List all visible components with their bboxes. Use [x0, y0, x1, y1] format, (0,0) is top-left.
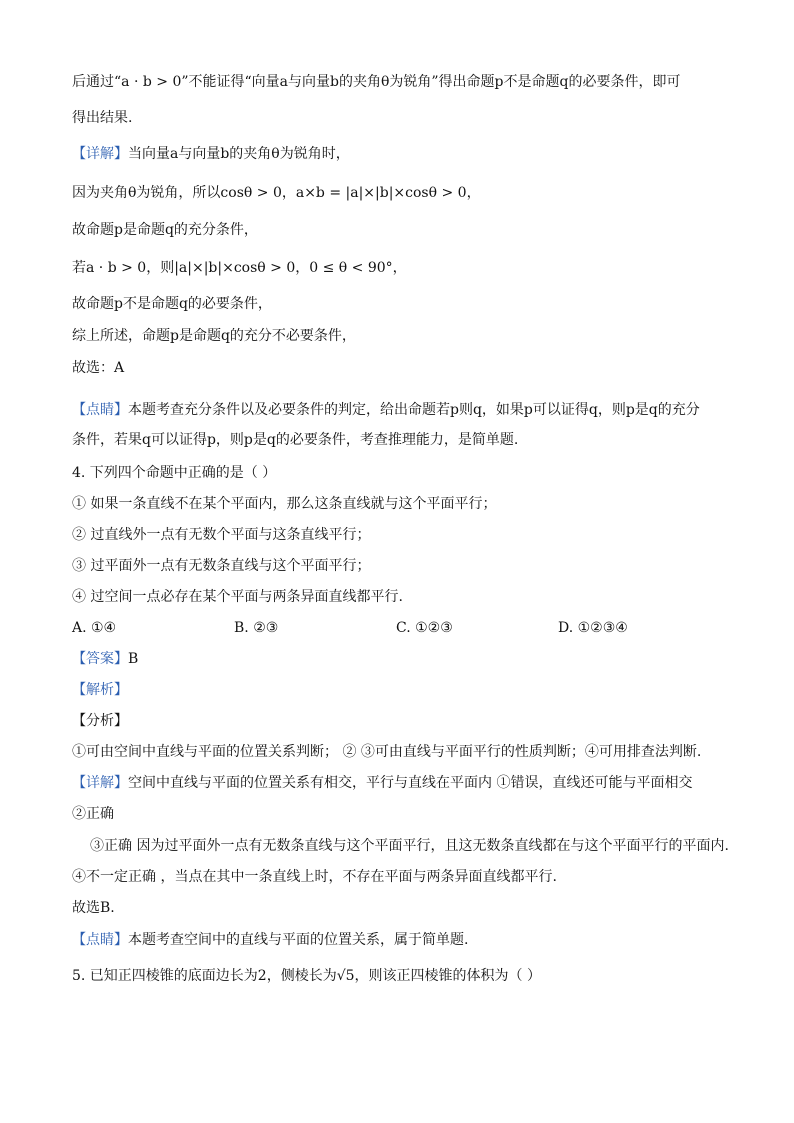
- detail-paragraph: [72, 144, 350, 164]
- text-line: 后通过“a · b > 0”不能证得“向量a与向量b的夹角θ为锐角”得出命题p不是命题q的必要条件，即可: [72, 74, 681, 90]
- text-line: ③正确 因为过平面外一点有无数条直线与这个平面平行，且这无数条直线都在与这个平面平行的平面内.: [90, 838, 729, 854]
- fenxi-heading: [72, 711, 128, 731]
- text-line: 条件，若果q可以证得p，则p是q的必要条件，考查推理能力，是简单题.: [72, 432, 519, 448]
- analysis-heading: [72, 680, 128, 700]
- answer-value: B: [128, 651, 139, 667]
- text-line: 空间中直线与平面的位置关系有相交，平行与直线在平面内 ①错误，直线还可能与平面相交: [128, 775, 693, 791]
- text-line: 故命题p不是命题q的必要条件，: [72, 296, 272, 312]
- option-c: C. ①②③: [396, 620, 453, 636]
- option-d: D. ①②③④: [558, 620, 628, 636]
- comment-tag: 【点睛】: [72, 402, 128, 418]
- text-line: 故选：A: [72, 360, 125, 376]
- comment-tag: 【点睛】: [72, 932, 128, 948]
- fenxi-tag: 【分析】: [72, 713, 128, 729]
- statement-3: ③ 过平面外一点有无数条直线与这个平面平行；: [72, 558, 371, 574]
- text-line: 本题考查充分条件以及必要条件的判定，给出命题若p则q，如果p可以证得q，则p是q的充分: [128, 402, 700, 418]
- text-line: 得出结果.: [72, 110, 133, 126]
- text-line: ②正确: [72, 806, 114, 822]
- text-line: 综上所述，命题p是命题q的充分不必要条件，: [72, 328, 356, 344]
- comment-paragraph: [72, 400, 700, 420]
- option-b: B. ②③: [234, 620, 279, 636]
- detail-paragraph: [72, 773, 692, 793]
- question-title: 5. 已知正四棱锥的底面边长为2，侧棱长为√5，则该正四棱锥的体积为（ ）: [72, 968, 541, 984]
- question-title: 4. 下列四个命题中正确的是（ ）: [72, 465, 277, 481]
- detail-tag: 【详解】: [72, 775, 128, 791]
- answer-line: [72, 649, 138, 669]
- option-a: A. ①④: [72, 620, 117, 636]
- statement-2: ② 过直线外一点有无数个平面与这条直线平行；: [72, 527, 371, 543]
- text-line: ①可由空间中直线与平面的位置关系判断； ② ③可由直线与平面平行的性质判断；④可用排查法判断.: [72, 744, 702, 760]
- text-line: 因为夹角θ为锐角，所以cosθ > 0，a×b = |a|×|b|×cosθ > 0，: [72, 185, 481, 201]
- text-line: 当向量a与向量b的夹角θ为锐角时，: [128, 146, 350, 162]
- text-line: 故命题p是命题q的充分条件，: [72, 222, 258, 238]
- text-line: 本题考查空间中的直线与平面的位置关系，属于简单题.: [128, 932, 469, 948]
- text-line: 故选B.: [72, 900, 115, 916]
- analysis-tag: 【解析】: [72, 682, 128, 698]
- statement-1: ① 如果一条直线不在某个平面内，那么这条直线就与这个平面平行；: [72, 496, 497, 512]
- answer-tag: 【答案】: [72, 651, 128, 667]
- comment-paragraph: [72, 930, 468, 950]
- detail-tag: 【详解】: [72, 146, 128, 162]
- text-line: ④不一定正确 ，当点在其中一条直线上时，不存在平面与两条异面直线都平行.: [72, 869, 557, 885]
- text-line: 若a · b > 0，则|a|×|b|×cosθ > 0，0 ≤ θ < 90°，: [72, 260, 407, 276]
- statement-4: ④ 过空间一点必存在某个平面与两条异面直线都平行.: [72, 589, 403, 605]
